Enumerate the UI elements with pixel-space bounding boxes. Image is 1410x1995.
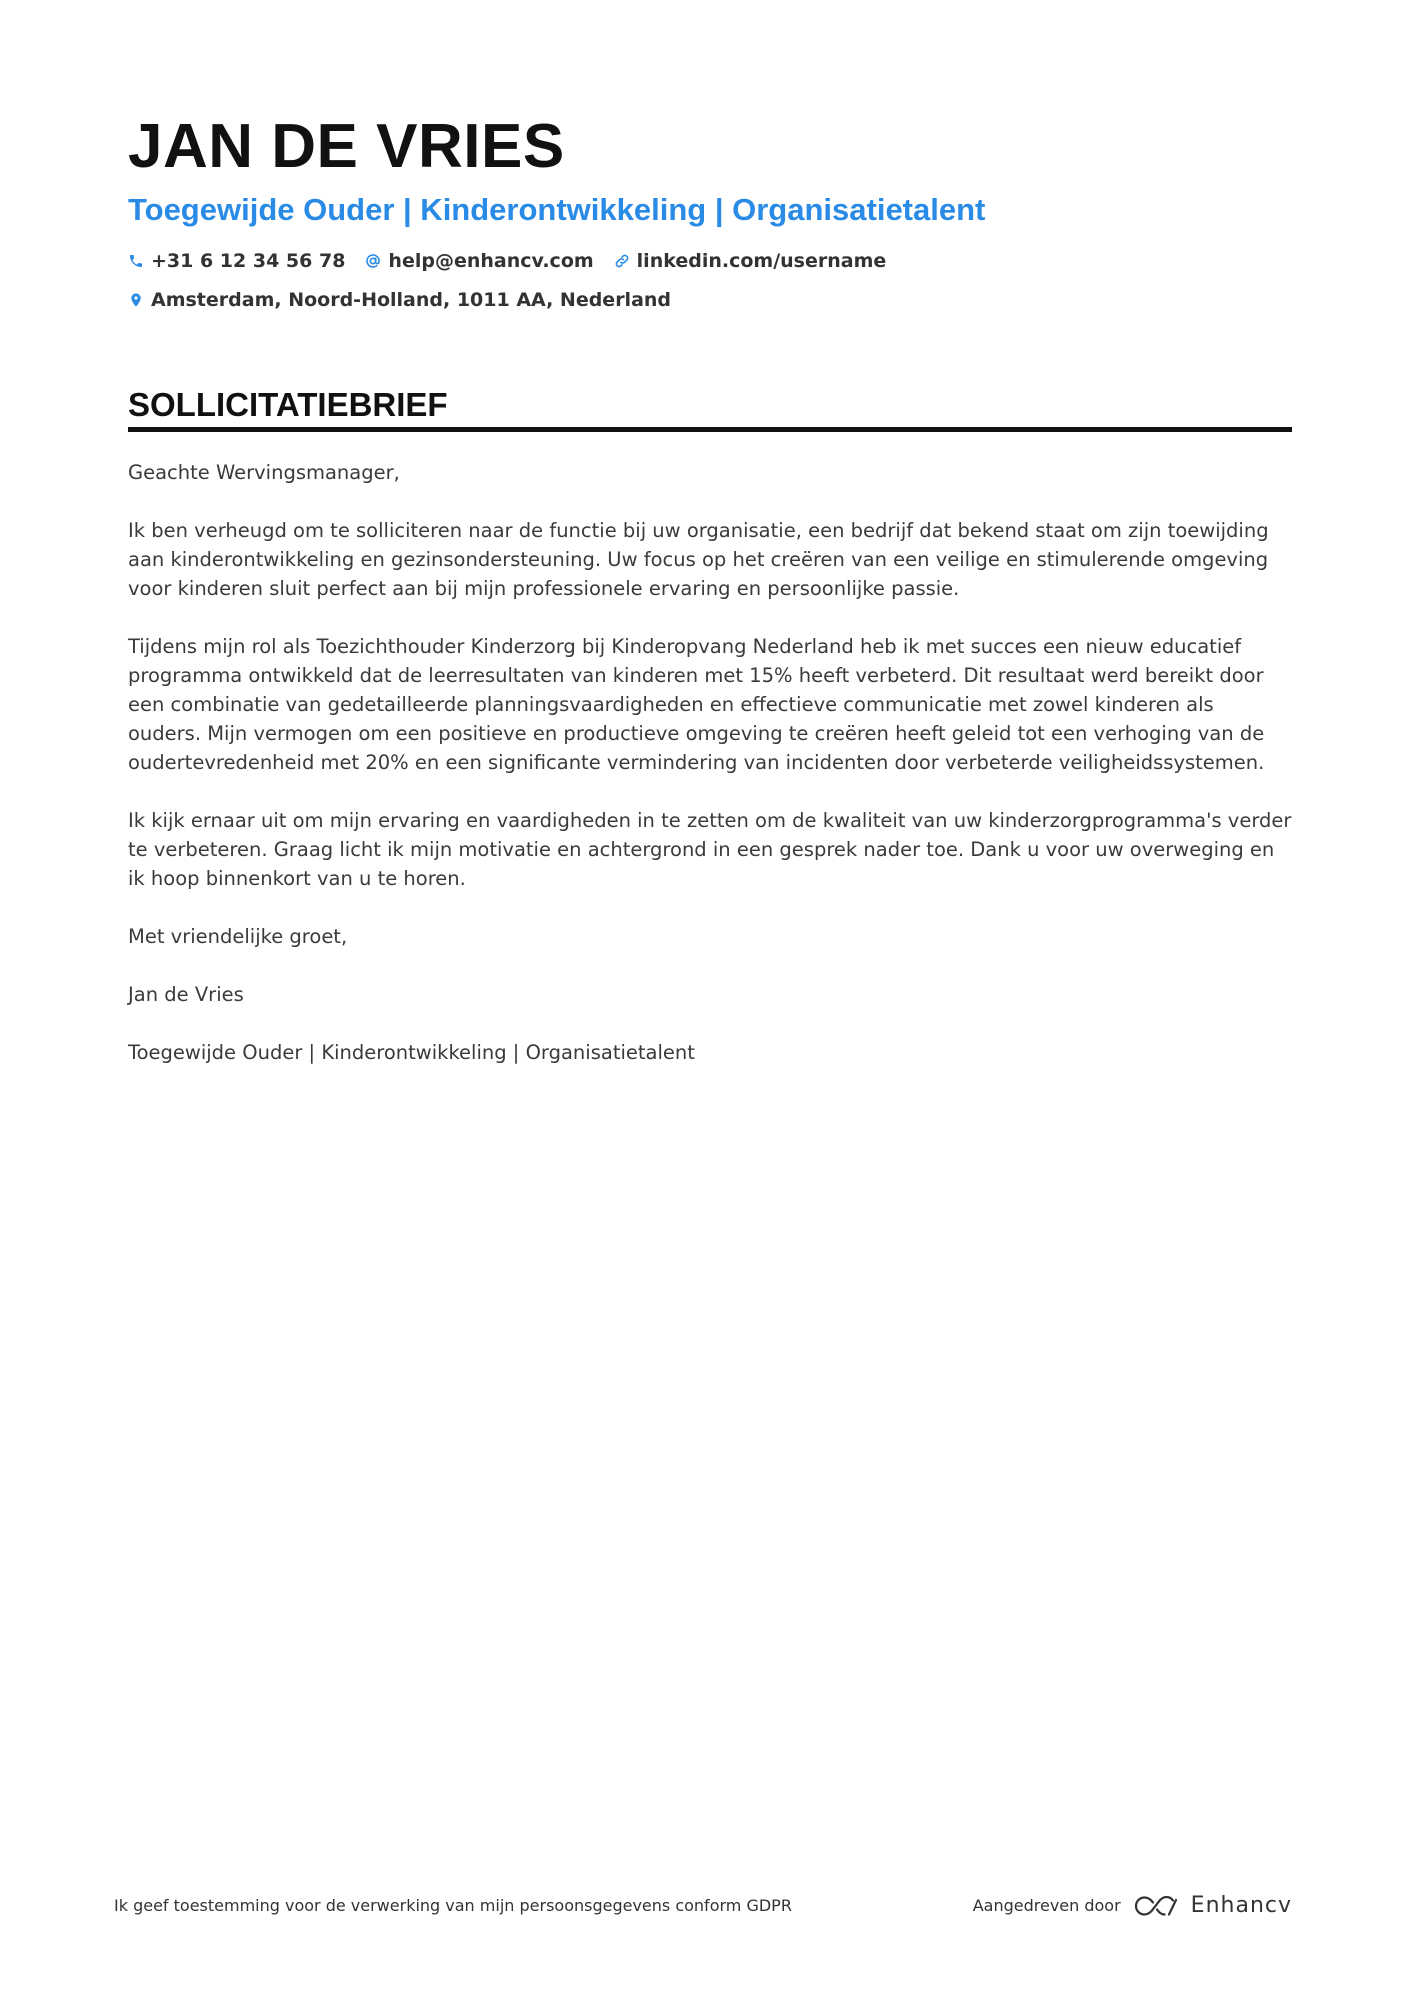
candidate-name: JAN DE VRIES — [128, 112, 565, 181]
letter-paragraph: Ik kijk ernaar uit om mijn ervaring en vaardigheden in te zetten om de kwaliteit van uw kinderzorgprogramma's verder te verbeteren. Graag licht ik mijn motivatie en achtergrond in een gesprek nader toe. Dank u voor uw overweging en ik hoop binnenkort van u te horen. — [128, 809, 1292, 890]
powered-by[interactable] — [973, 1893, 1292, 1918]
contact-linkedin[interactable] — [614, 250, 887, 272]
letter-salutation: Geachte Wervingsmanager, — [128, 461, 400, 484]
brand-name: Enhancv — [1190, 1893, 1292, 1918]
phone-text: +31 6 12 34 56 78 — [151, 250, 346, 272]
letter-signature: Jan de Vries — [128, 983, 244, 1006]
contact-phone[interactable] — [128, 250, 345, 272]
location-text: Amsterdam, Noord-Holland, 1011 AA, Nederland — [151, 289, 672, 311]
contact-email[interactable] — [365, 250, 593, 272]
contact-row-primary — [128, 248, 1292, 274]
page-footer — [114, 1893, 1292, 1918]
letter-paragraph: Tijdens mijn rol als Toezichthouder Kinderzorg bij Kinderopvang Nederland heb ik met succes een nieuw educatief programma ontwikkeld dat de leerresultaten van kinderen met 15% heeft verbeterd. Dit resultaat werd bereikt door een combinatie van gedetailleerde planningsvaardigheden en effectieve communicatie met zowel kinderen als ouders. Mijn vermogen om een positieve en productieve omgeving te creëren heeft geleid tot een verhoging van de oudertevredenheid met 20% en een significante vermindering van incidenten door verbeterde veiligheidssystemen. — [128, 635, 1265, 774]
letter-body — [128, 458, 1292, 1067]
linkedin-text: linkedin.com/username — [636, 250, 887, 272]
email-text: help@enhancv.com — [388, 250, 594, 272]
letter-paragraph: Ik ben verheugd om te solliciteren naar de functie bij uw organisatie, een bedrijf dat bekend staat om zijn toewijding aan kinderontwikkeling en gezinsondersteuning. Uw focus op het creëren van een veilige en stimulerende omgeving voor kinderen sluit perfect aan bij mijn professionele ervaring en persoonlijke passie. — [128, 519, 1269, 600]
cover-letter-page — [128, 110, 1292, 1096]
powered-by-label: Aangedreven door — [972, 1896, 1121, 1915]
letter-signature-title: Toegewijde Ouder | Kinderontwikkeling | Organisatietalent — [128, 1041, 695, 1064]
contact-location — [128, 289, 671, 311]
gdpr-consent: Ik geef toestemming voor de verwerking van mijn persoonsgegevens conform GDPR — [114, 1896, 792, 1915]
letter-closing: Met vriendelijke groet, — [128, 925, 348, 948]
candidate-tagline: Toegewijde Ouder | Kinderontwikkeling | Organisatietalent — [128, 192, 986, 227]
enhancv-logo — [1133, 1893, 1292, 1918]
link-icon — [614, 253, 630, 269]
section-title: SOLLICITATIEBRIEF — [128, 385, 1292, 432]
phone-icon — [128, 253, 144, 269]
location-pin-icon — [128, 292, 144, 308]
at-icon — [365, 253, 381, 269]
contact-row-secondary — [128, 287, 1292, 313]
enhancv-logo-icon — [1133, 1894, 1179, 1918]
